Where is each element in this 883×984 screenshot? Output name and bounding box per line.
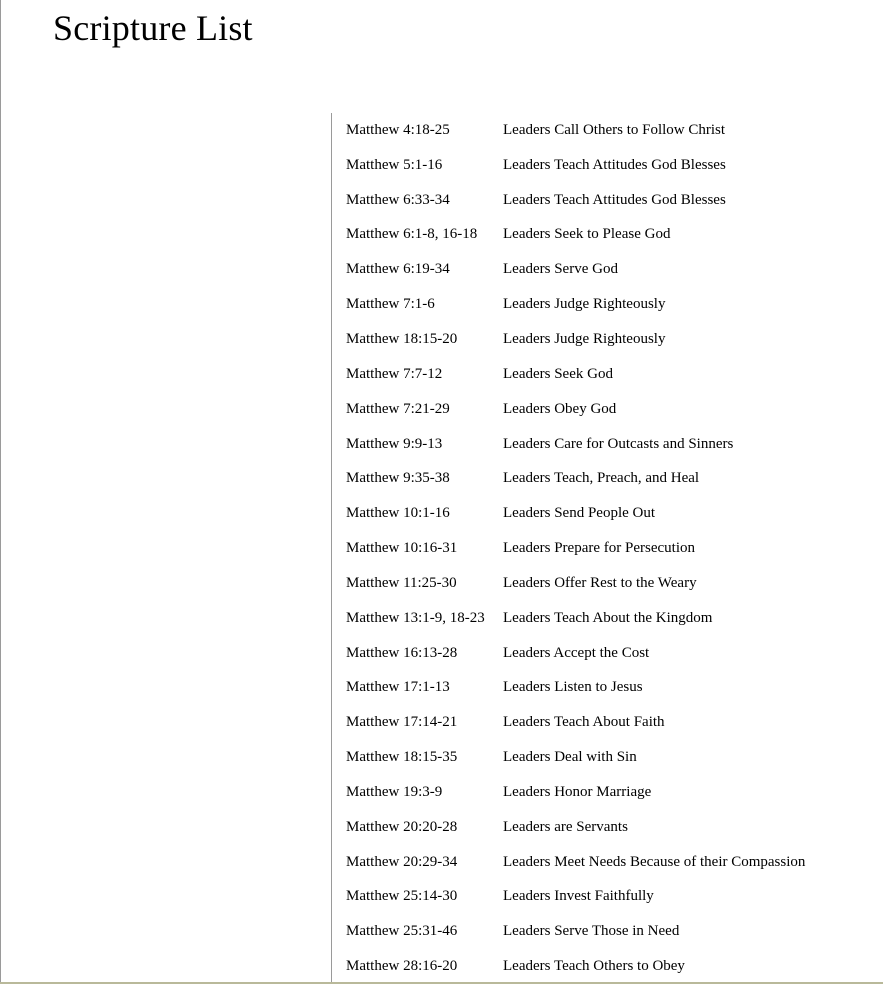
scripture-topic: Leaders Judge Righteously xyxy=(503,330,666,347)
scripture-reference: Matthew 9:9-13 xyxy=(346,435,443,452)
scripture-topic: Leaders Teach About the Kingdom xyxy=(503,609,713,626)
scripture-topic: Leaders Offer Rest to the Weary xyxy=(503,574,697,591)
scripture-topic: Leaders Listen to Jesus xyxy=(503,679,643,696)
table-row xyxy=(346,531,863,566)
scripture-reference: Matthew 25:31-46 xyxy=(346,923,458,940)
table-row xyxy=(346,845,863,880)
scripture-topic: Leaders are Servants xyxy=(503,818,628,835)
page-title: Scripture List xyxy=(53,8,253,48)
scripture-topic: Leaders Teach, Preach, and Heal xyxy=(503,470,700,487)
scripture-topic: Leaders Serve God xyxy=(503,261,618,278)
scripture-reference: Matthew 17:14-21 xyxy=(346,714,458,731)
scripture-topic: Leaders Send People Out xyxy=(503,505,656,522)
table-row xyxy=(346,566,863,601)
table-row xyxy=(346,671,863,706)
scripture-topic: Leaders Accept the Cost xyxy=(503,644,650,661)
scripture-topic: Leaders Teach Attitudes God Blesses xyxy=(503,156,726,173)
table-row xyxy=(346,218,863,253)
scripture-reference: Matthew 18:15-35 xyxy=(346,749,458,766)
scripture-topic: Leaders Invest Faithfully xyxy=(503,888,654,905)
scripture-reference: Matthew 18:15-20 xyxy=(346,330,458,347)
scripture-reference: Matthew 9:35-38 xyxy=(346,470,450,487)
scripture-reference: Matthew 5:1-16 xyxy=(346,156,443,173)
scripture-reference: Matthew 6:19-34 xyxy=(346,261,450,278)
table-row xyxy=(346,148,863,183)
scripture-reference: Matthew 10:16-31 xyxy=(346,540,458,557)
scripture-reference: Matthew 16:13-28 xyxy=(346,644,458,661)
scripture-reference: Matthew 17:1-13 xyxy=(346,679,450,696)
scripture-reference: Matthew 13:1-9, 18-23 xyxy=(346,609,485,626)
scripture-topic: Leaders Care for Outcasts and Sinners xyxy=(503,435,734,452)
scripture-reference: Matthew 20:29-34 xyxy=(346,853,458,870)
scripture-table xyxy=(346,113,863,984)
scripture-reference: Matthew 7:7-12 xyxy=(346,365,443,382)
table-row xyxy=(346,601,863,636)
table-row xyxy=(346,427,863,462)
scripture-topic: Leaders Teach Others to Obey xyxy=(503,958,685,975)
scripture-list-panel xyxy=(331,113,872,984)
scripture-reference: Matthew 7:21-29 xyxy=(346,400,450,417)
scripture-reference: Matthew 10:1-16 xyxy=(346,505,450,522)
scripture-reference: Matthew 11:25-30 xyxy=(346,574,457,591)
table-row xyxy=(346,914,863,949)
table-row xyxy=(346,740,863,775)
table-row xyxy=(346,287,863,322)
scripture-reference: Matthew 25:14-30 xyxy=(346,888,458,905)
scripture-topic: Leaders Serve Those in Need xyxy=(503,923,680,940)
scripture-reference: Matthew 6:1-8, 16-18 xyxy=(346,226,478,243)
table-row xyxy=(346,252,863,287)
table-row xyxy=(346,636,863,671)
scripture-reference: Matthew 4:18-25 xyxy=(346,121,450,138)
scripture-topic: Leaders Meet Needs Because of their Compassion xyxy=(503,853,806,870)
table-row xyxy=(346,880,863,915)
scripture-reference: Matthew 6:33-34 xyxy=(346,191,450,208)
scripture-reference: Matthew 20:20-28 xyxy=(346,818,458,835)
table-row xyxy=(346,461,863,496)
scripture-topic: Leaders Judge Righteously xyxy=(503,296,666,313)
table-row xyxy=(346,357,863,392)
scripture-topic: Leaders Call Others to Follow Christ xyxy=(503,121,726,138)
scripture-topic: Leaders Prepare for Persecution xyxy=(503,540,695,557)
table-row xyxy=(346,183,863,218)
table-row xyxy=(346,949,863,984)
table-row xyxy=(346,810,863,845)
scripture-topic: Leaders Teach Attitudes God Blesses xyxy=(503,191,726,208)
scripture-topic: Leaders Honor Marriage xyxy=(503,783,652,800)
scripture-reference: Matthew 7:1-6 xyxy=(346,296,435,313)
scripture-topic: Leaders Teach About Faith xyxy=(503,714,665,731)
table-row xyxy=(346,113,863,148)
scripture-topic: Leaders Seek God xyxy=(503,365,613,382)
table-row xyxy=(346,496,863,531)
table-row xyxy=(346,705,863,740)
table-row xyxy=(346,775,863,810)
scripture-topic: Leaders Deal with Sin xyxy=(503,749,637,766)
scripture-topic: Leaders Obey God xyxy=(503,400,617,417)
scripture-reference: Matthew 19:3-9 xyxy=(346,783,443,800)
scripture-topic: Leaders Seek to Please God xyxy=(503,226,671,243)
table-row xyxy=(346,322,863,357)
scripture-reference: Matthew 28:16-20 xyxy=(346,958,458,975)
table-row xyxy=(346,392,863,427)
scripture-rows xyxy=(346,113,863,984)
